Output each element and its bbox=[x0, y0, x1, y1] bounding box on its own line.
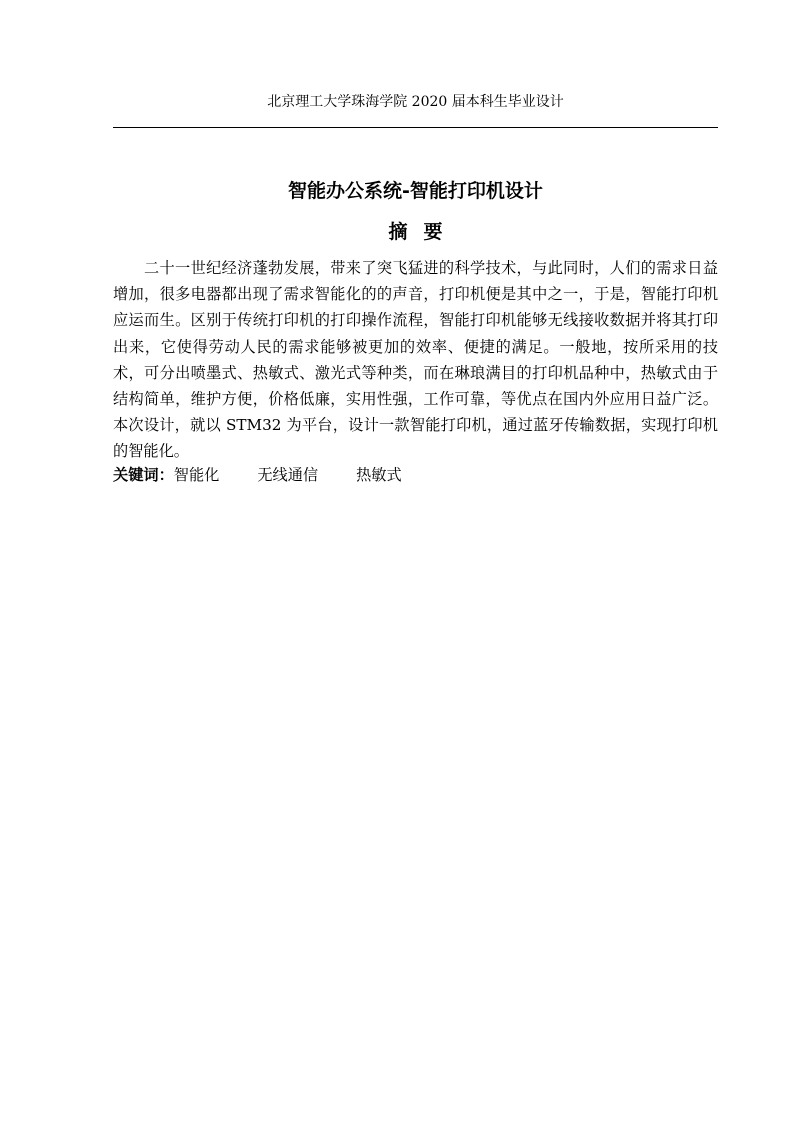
keyword-item: 智能化 bbox=[173, 466, 220, 484]
abstract-heading: 摘要 bbox=[388, 221, 459, 243]
abstract-body: 二十一世纪经济蓬勃发展，带来了突飞猛进的科学技术，与此同时，人们的需求日益增加，很多电器都出现了需求智能化的的声音，打印机便是其中之一，于是，智能打印机应运而生。区别于传统打印机的打印操作流程，智能打印机能够无线接收数据并将其打印出来，它使得劳动人民的需求能够被更加的效率、便捷的满足。一般地，按所采用的技术，可分出喷墨式、热敏式、激光式等种类，而在琳琅满目的打印机品种中，热敏式由于结构简单，维护方便，价格低廉，实用性强，工作可靠，等优点在国内外应用日益广泛。本次设计，就以 STM32 为平台，设计一款智能打印机，通过蓝牙传输数据，实现打印机的智能化。 bbox=[113, 259, 718, 461]
document-title: 智能办公系统-智能打印机设计 bbox=[288, 180, 543, 202]
keyword-item: 无线通信 bbox=[257, 466, 319, 484]
header-divider bbox=[113, 127, 718, 128]
keyword-item: 热敏式 bbox=[356, 466, 402, 484]
keywords-line bbox=[113, 462, 718, 488]
keywords-label: 关键词： bbox=[113, 466, 174, 484]
page-header: 北京理工大学珠海学院 2020 届本科生毕业设计 bbox=[267, 94, 564, 110]
